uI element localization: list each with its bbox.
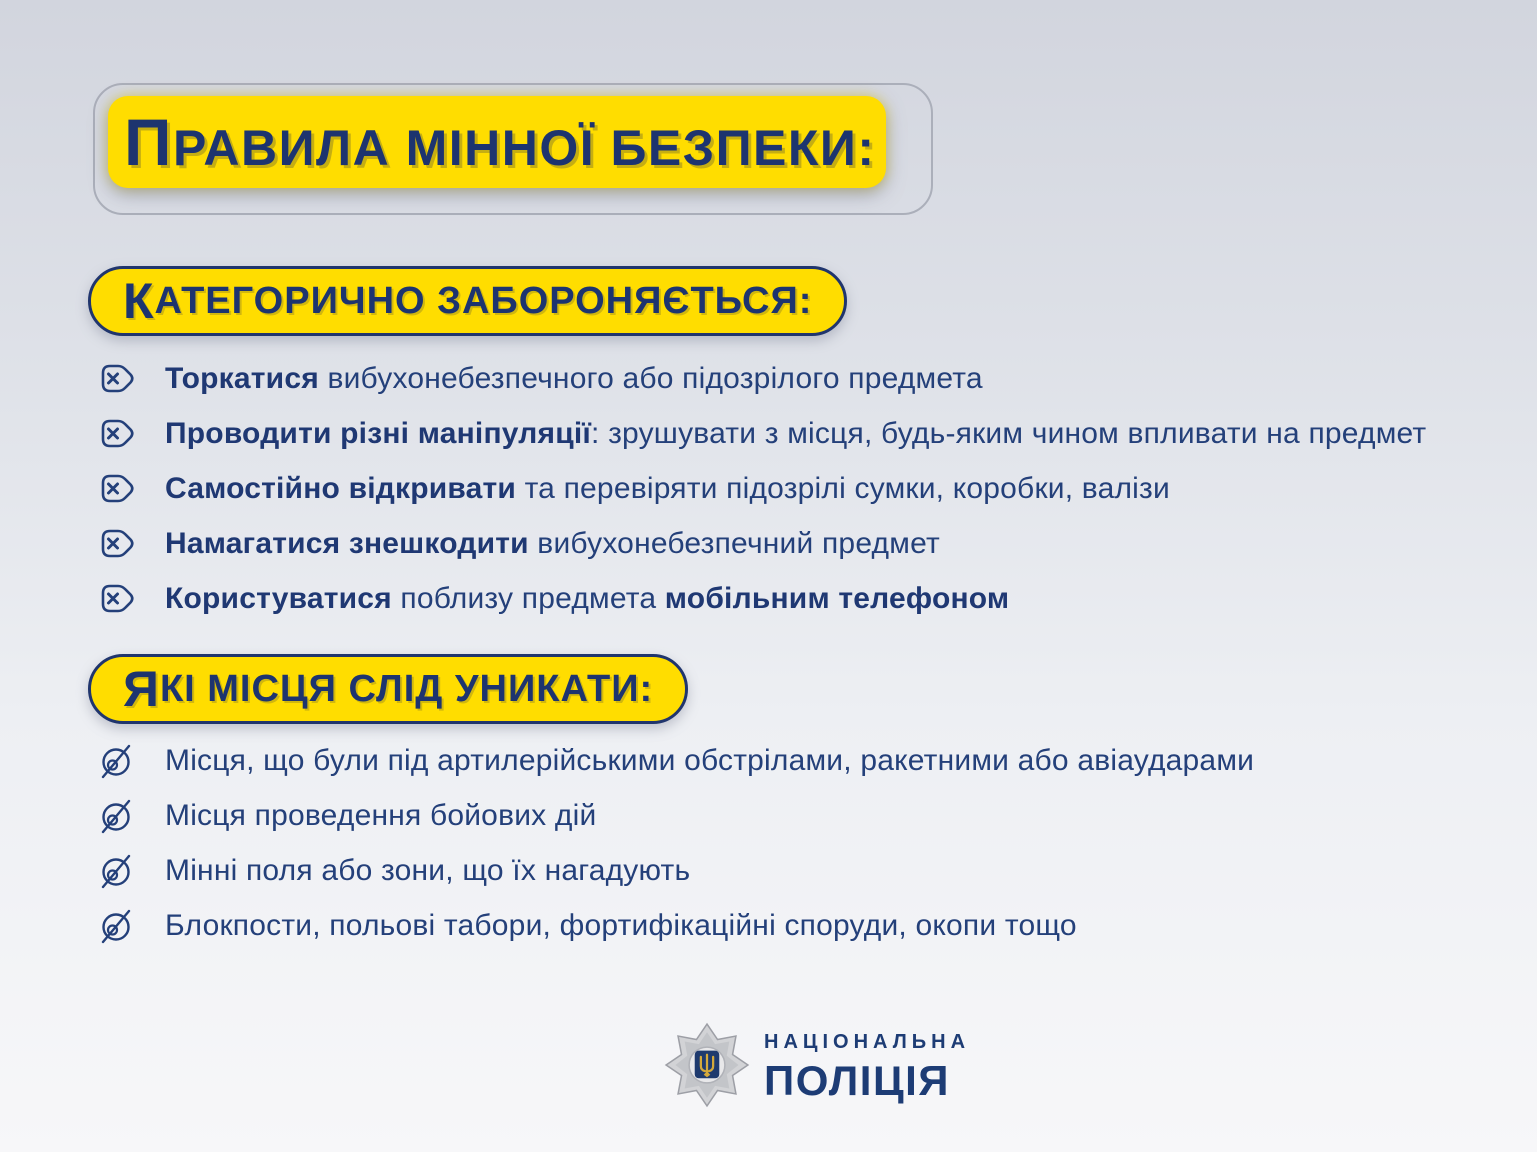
list-item (95, 413, 1426, 454)
avoid-list (95, 740, 1254, 960)
section1-dropcap: К (123, 273, 155, 329)
crossed-x-tag-icon (95, 414, 137, 454)
national-police-star-icon (664, 1020, 750, 1115)
list-item-text: Проводити різні маніпуляції: зрушувати з місця, будь-яким чином впливати на предмет (165, 416, 1427, 450)
section-heading-prohibited (88, 266, 847, 336)
footer (664, 1020, 970, 1115)
page-title (124, 105, 876, 179)
org-line1: НАЦІОНАЛЬНА (764, 1030, 971, 1053)
list-item-text: Користуватися поблизу предмета мобільним телефоном (165, 581, 1010, 615)
page-title-badge (108, 96, 886, 188)
list-item-text: Місця, що були під артилерійськими обстрілами, ракетними або авіаударами (165, 743, 1255, 777)
list-item (95, 795, 1254, 836)
page-title-dropcap: П (124, 105, 173, 179)
no-entry-slash-icon (95, 741, 137, 781)
crossed-x-tag-icon (95, 524, 137, 564)
list-item-text: Торкатися вибухонебезпечного або підозрілого предмета (165, 361, 983, 395)
list-item-text: Самостійно відкривати та перевіряти підозрілі сумки, коробки, валізи (165, 471, 1170, 505)
page-title-rest: РАВИЛА МІННОЇ БЕЗПЕКИ: (172, 120, 876, 176)
list-item (95, 358, 1426, 399)
org-line2: ПОЛІЦІЯ (764, 1056, 950, 1104)
section2-dropcap: Я (123, 661, 160, 717)
section1-heading-text: АТЕГОРИЧНО ЗАБОРОНЯЄТЬСЯ: (154, 280, 813, 322)
section2-heading-text: КІ МІСЦЯ СЛІД УНИКАТИ: (159, 668, 654, 710)
list-item (95, 468, 1426, 509)
list-item-text: Намагатися знешкодити вибухонебезпечний предмет (165, 526, 940, 560)
no-entry-slash-icon (95, 796, 137, 836)
list-item (95, 740, 1254, 781)
crossed-x-tag-icon (95, 469, 137, 509)
section-heading-avoid (88, 654, 688, 724)
org-name (764, 1031, 970, 1105)
list-item-text: Мінні поля або зони, що їх нагадують (165, 853, 691, 887)
list-item (95, 578, 1426, 619)
list-item (95, 523, 1426, 564)
crossed-x-tag-icon (95, 579, 137, 619)
list-item (95, 850, 1254, 891)
list-item-text: Блокпости, польові табори, фортифікаційні споруди, окопи тощо (165, 908, 1077, 942)
list-item (95, 905, 1254, 946)
no-entry-slash-icon (95, 851, 137, 891)
no-entry-slash-icon (95, 906, 137, 946)
list-item-text: Місця проведення бойових дій (165, 798, 597, 832)
crossed-x-tag-icon (95, 359, 137, 399)
prohibited-list (95, 358, 1426, 633)
